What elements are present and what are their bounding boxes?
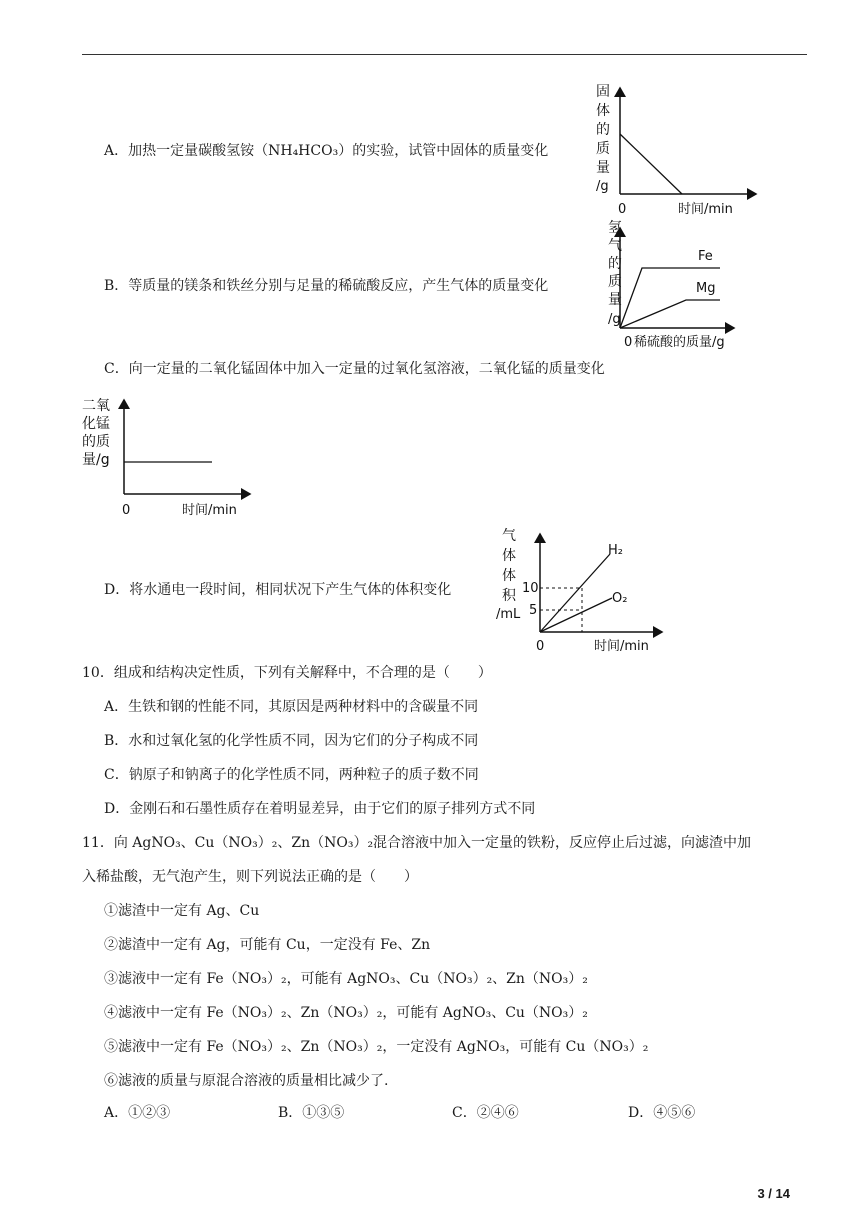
graph-a-yunit: /g [596,179,609,194]
graph-a-ylabel-5: 量 [596,160,610,176]
graph-d-yunit: /mL [496,607,521,622]
graph-b-fe-label: Fe [698,249,713,264]
graph-d-xlabel: 时间/min [594,639,649,654]
graph-d-ylabel-1: 气 [502,528,516,544]
page-number: 3 / 14 [757,1186,790,1201]
graph-c-xlabel: 时间/min [182,503,237,518]
graph-b-origin: 0 [624,335,633,350]
q11-statement-6: ⑥滤液的质量与原混合溶液的质量相比减少了. [104,1073,389,1089]
graph-a-origin: 0 [618,202,627,217]
header-rule [82,54,807,55]
graph-d-ylabel-4: 积 [502,588,516,604]
graph-d-h2-line [540,554,610,632]
graph-d-origin: 0 [536,639,545,654]
q10-option-a: A．生铁和钢的性能不同，其原因是两种材料中的含碳量不同 [104,699,479,715]
graph-b [586,218,746,358]
graph-a [586,82,766,222]
graph-c-origin: 0 [122,503,131,518]
graph-a-xlabel: 时间/min [678,202,733,217]
graph-c-ylabel-2: 化锰 [82,416,110,432]
q10-option-d: D．金刚石和石墨性质存在着明显差异，由于它们的原子排列方式不同 [104,801,536,817]
q11-statement-2: ②滤渣中一定有 Ag，可能有 Cu，一定没有 Fe、Zn [104,937,431,953]
graph-b-yunit: /g [608,312,621,327]
graph-d-tick-10: 10 [522,581,539,596]
graph-d [494,526,674,656]
graph-b-ylabel-4: 质 [608,274,622,290]
q9-option-c: C．向一定量的二氧化锰固体中加入一定量的过氧化氢溶液，二氧化锰的质量变化 [104,361,605,377]
graph-d-h2-label: H₂ [608,543,623,558]
graph-a-ylabel-3: 的 [596,122,610,138]
graph-b-ylabel-5: 量 [608,292,622,308]
graph-b-xlabel: 稀硫酸的质量/g [634,335,725,350]
q11-option-c[interactable]: C．②④⑥ [452,1105,519,1121]
q11-statement-3: ③滤液中一定有 Fe（NO₃）₂，可能有 AgNO₃、Cu（NO₃）₂、Zn（NO₃）₂ [104,971,588,987]
graph-c-ylabel-4: 量/g [82,452,110,468]
graph-b-ylabel-2: 气 [608,238,622,254]
q10-stem: 10．组成和结构决定性质，下列有关解释中，不合理的是（ ） [82,665,492,681]
q9-option-a: A．加热一定量碳酸氢铵（NH₄HCO₃）的实验，试管中固体的质量变化 [104,143,549,159]
graph-c-ylabel-3: 的质 [82,434,110,450]
graph-a-ylabel-1: 固 [596,84,610,100]
q10-option-b: B．水和过氧化氢的化学性质不同，因为它们的分子构成不同 [104,733,479,749]
q11-stem-line2: 入稀盐酸，无气泡产生，则下列说法正确的是（ ） [82,869,418,885]
graph-b-ylabel-1: 氢 [608,220,622,236]
q9-option-d: D．将水通电一段时间，相同状况下产生气体的体积变化 [104,582,452,598]
q11-statement-1: ①滤渣中一定有 Ag、Cu [104,903,260,919]
q11-option-d[interactable]: D．④⑤⑥ [628,1105,696,1121]
q11-option-b[interactable]: B．①③⑤ [278,1105,345,1121]
q11-stem-line1: 11．向 AgNO₃、Cu（NO₃）₂、Zn（NO₃）₂混合溶液中加入一定量的铁粉，反应停止后过滤，向滤渣中加 [82,835,752,851]
graph-b-mg-label: Mg [696,281,716,296]
graph-a-ylabel-4: 质 [596,141,610,157]
graph-d-o2-label: O₂ [612,591,628,606]
graph-c [80,392,260,522]
graph-b-ylabel-3: 的 [608,256,622,272]
graph-d-ylabel-3: 体 [502,568,516,584]
graph-d-tick-5: 5 [529,603,538,618]
q11-statement-4: ④滤液中一定有 Fe（NO₃）₂、Zn（NO₃）₂，可能有 AgNO₃、Cu（NO₃）₂ [104,1005,588,1021]
graph-b-mg-line [620,300,720,328]
graph-c-ylabel-1: 二氧 [82,398,110,414]
graph-d-o2-line [540,598,612,632]
graph-a-curve [620,134,682,194]
q10-option-c: C．钠原子和钠离子的化学性质不同，两种粒子的质子数不同 [104,767,479,783]
q11-option-a[interactable]: A．①②③ [104,1105,171,1121]
graph-d-ylabel-2: 体 [502,548,516,564]
q9-option-b: B．等质量的镁条和铁丝分别与足量的稀硫酸反应，产生气体的质量变化 [104,278,549,294]
graph-b-fe-line [620,268,720,328]
graph-a-ylabel-2: 体 [596,103,610,119]
q11-statement-5: ⑤滤液中一定有 Fe（NO₃）₂、Zn（NO₃）₂，一定没有 AgNO₃，可能有 Cu（NO₃）₂ [104,1039,649,1055]
